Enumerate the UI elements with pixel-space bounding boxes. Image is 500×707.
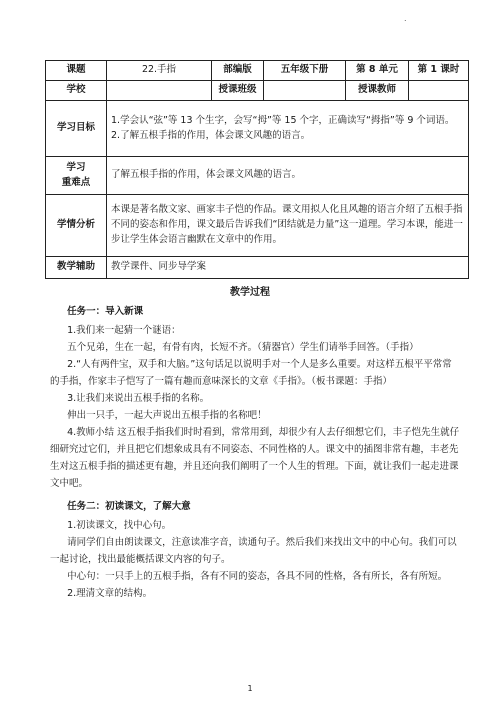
task-heading: 任务一：导入新课 bbox=[67, 306, 144, 317]
class-value bbox=[264, 81, 346, 101]
label-class: 授课班级 bbox=[212, 81, 264, 101]
paragraph: 1.我们来一起猜一个谜语： bbox=[67, 325, 181, 336]
paragraph: 4.教师小结 这五根手指我们时时看到，常常用到，却很少有人去仔细想它们，丰子恺先生就仔细研究过它们，并且把它们想象成具有不同姿态、不同性格的人。课文中的插图非常有趣，丰老先生对这五根手指的描述更有趣，并且还向我们阐明了一个人生的哲理。下面，就让我们一起走进课文中吧。 bbox=[50, 427, 460, 489]
lesson-title: 22.手指 bbox=[107, 61, 212, 81]
central-sentence: 中心句：一只手上的五根手指，各有不同的姿态，各具不同的性格，各有所长，各有所短。 bbox=[67, 571, 448, 582]
label-objectives: 学习目标 bbox=[46, 101, 107, 157]
table-row-title bbox=[46, 61, 469, 81]
key-points-text: 了解五根手指的作用，体会课文风趣的语言。 bbox=[107, 157, 469, 195]
lesson-period: 第 1 课时 bbox=[409, 61, 469, 81]
table-row-analysis bbox=[46, 195, 469, 257]
label-title: 课题 bbox=[46, 61, 107, 81]
label-aids: 教学辅助 bbox=[46, 257, 107, 279]
teacher-value bbox=[409, 81, 469, 101]
table-row-key-points bbox=[46, 157, 469, 195]
label-analysis: 学情分析 bbox=[46, 195, 107, 257]
label-key-points-line2: 重难点 bbox=[61, 176, 91, 188]
label-school: 学校 bbox=[46, 81, 107, 101]
aids-text: 教学课件、同步导学案 bbox=[107, 257, 469, 279]
task-heading: 任务二：初读课文，了解大意 bbox=[67, 501, 191, 512]
label-key-points-line1: 学习 bbox=[66, 161, 86, 173]
paragraph: 请同学们自由朗读课文，注意读准字音，读通句子。然后我们来找出文中的中心句。我们可以一起讨论，找出最能概括课文内容的句子。 bbox=[50, 537, 457, 565]
paragraph: 2.理清文章的结构。 bbox=[67, 588, 153, 599]
paragraph: 五个兄弟，生在一起，有骨有肉，长短不齐。（猜器官）学生们请举手回答。（手指） bbox=[67, 342, 419, 353]
paragraph: 2.“人有两件宝，双手和大脑。”这句话足以说明手对一个人是多么重要。对这样五根平平常常的手指，作家丰子恺写了一篇有趣而意味深长的文章《手指》。（板书课题：手指） bbox=[50, 359, 452, 387]
paragraph: 伸出一只手，一起大声说出五根手指的名称吧！ bbox=[67, 410, 267, 421]
process-body bbox=[50, 303, 460, 602]
grade: 五年级下册 bbox=[264, 61, 346, 81]
page-number: 1 bbox=[247, 684, 253, 693]
table-row-school bbox=[46, 81, 469, 101]
school-value bbox=[107, 81, 212, 101]
label-key-points bbox=[46, 157, 107, 195]
objectives-cell bbox=[107, 101, 469, 157]
paragraph: 1.初读课文，找中心句。 bbox=[67, 520, 172, 531]
edition: 部编版 bbox=[212, 61, 264, 81]
label-teacher: 授课教师 bbox=[346, 81, 409, 101]
table-row-objectives bbox=[46, 101, 469, 157]
objective-item: 1.学会认“弦”等 13 个生字，会写“拇”等 15 个字，正确读写“拇指”等 9 个词语。 bbox=[111, 114, 455, 126]
unit: 第 8 单元 bbox=[346, 61, 409, 81]
analysis-text: 本课是著名散文家、画家丰子恺的作品。课文用拟人化且风趣的语言介绍了五根手指不同的姿态和作用，课文最后告诉我们“团结就是力量”这一道理。学习本课，能进一步让学生体会语言幽默在文章中的作用。 bbox=[107, 195, 469, 257]
table-row-aids bbox=[46, 257, 469, 279]
header-dot: . bbox=[404, 14, 407, 23]
lesson-info-table bbox=[45, 60, 469, 279]
objective-item: 2.了解五根手指的作用，体会课文风趣的语言。 bbox=[111, 129, 311, 141]
paragraph: 3.让我们来说出五根手指的名称。 bbox=[67, 393, 210, 404]
process-title: 教学过程 bbox=[230, 287, 270, 298]
